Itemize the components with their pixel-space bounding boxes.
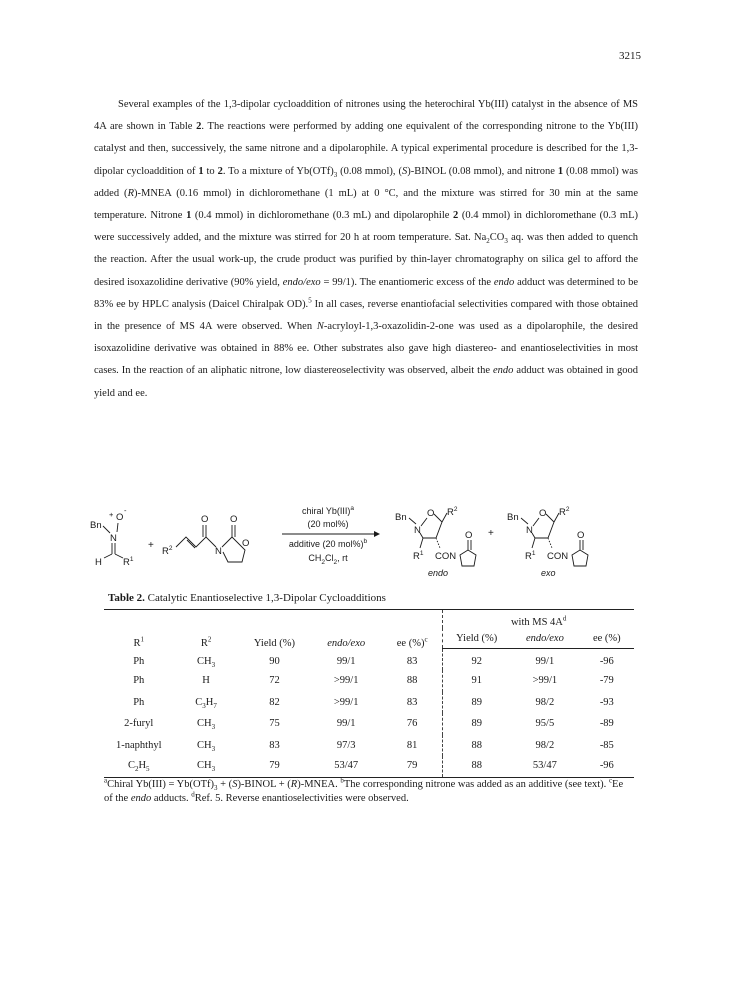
header-endo-exo-ms: endo/exo xyxy=(510,628,580,649)
table-row: 1-naphthyl $CH_3$ 83 97/3 81 88 98/2 -85 xyxy=(104,735,634,757)
svg-text:CON: CON xyxy=(435,551,457,562)
svg-text:CH2Cl2, rt: $CH_2Cl_2$, rt xyxy=(308,553,348,566)
page-number: 3215 xyxy=(619,50,641,62)
svg-text:R2: $R^2$ xyxy=(162,545,173,557)
endo-label: endo xyxy=(428,568,449,578)
table-caption xyxy=(108,592,386,604)
svg-text:chiral Yb(III)a: chiral Yb(III)$^a$ xyxy=(302,505,354,516)
table-row: Ph $C_3H_7$ 82 >99/1 83 89 98/2 -93 xyxy=(104,692,634,714)
svg-text:R1: $R^1$ xyxy=(525,550,536,562)
header-yield: Yield (%) xyxy=(253,637,296,649)
svg-text:R2: $R^2$ xyxy=(559,506,570,518)
header-endo-exo: endo/exo xyxy=(327,637,366,649)
svg-text:Bn: Bn xyxy=(395,512,407,523)
table-row: Ph $CH_3$ 90 99/1 83 92 99/1 -96 xyxy=(104,649,634,671)
table-row: 2-furyl $CH_3$ 75 99/1 76 89 95/5 -89 xyxy=(104,713,634,735)
svg-text:O: O xyxy=(539,508,547,519)
svg-text:Bn: Bn xyxy=(90,520,102,531)
svg-text:H: H xyxy=(95,557,102,568)
header-r1: $R^1$ xyxy=(133,635,144,649)
header-with-ms: with MS $4A^d$ xyxy=(443,610,634,629)
header-r2: $R^2$ xyxy=(200,635,212,649)
svg-text:O: O xyxy=(116,512,124,523)
plus-sign: + xyxy=(148,540,154,551)
plus-sign: + xyxy=(488,528,494,539)
header-yield-ms: Yield (%) xyxy=(443,628,510,649)
svg-text:O: O xyxy=(427,508,435,519)
nitrone-structure xyxy=(90,506,134,568)
table-row: Ph H 72 >99/1 88 91 >99/1 -79 xyxy=(104,670,634,692)
svg-text:-: - xyxy=(124,506,127,515)
results-table xyxy=(104,609,634,778)
header-ee: ee (%)$^c$ xyxy=(396,635,428,649)
svg-text:R1: $R^1$ xyxy=(413,550,424,562)
body-paragraph: Several examples of the 1,3-dipolar cycloaddition of nitrones using the heterochiral Yb(III) catalyst in the absence of MS 4A are shown in Table 2. The reactions were performed by adding one equivalent of the corresponding nitrone to the Yb(III) catalyst and then, successively, the same nitrone and a dipolarophile. A typical experimental procedure is described for the 1,3-dipolar cycloaddition of 1 to 2. To a mixture of $Yb(OTf)_3$ (0.08 mmol), (S)-BINOL (0.08 mmol), and nitrone 1 (0.08 mmol) was added (R)-MNEA (0.16 mmol) in dichloromethane (1 mL) at 0 °C, and the mixture was stirred for 30 min at the same temperature. Nitrone 1 (0.4 mmol) in dichloromethane (0.3 mL) and dipolarophile 2 (0.4 mmol) in dichloromethane (0.3 mL) were successively added, and the mixture was stirred for 20 h at room temperature. Sat. $Na_2CO_3$ aq. was then added to quench the reaction. After the usual work-up, the crude product was purified by thin-layer chromatography on silica gel to afford the desired isoxazolidine derivative (90% yield, endo/exo = 99/1). The enantiomeric excess of the endo adduct was determined to be 83% ee by HPLC analysis (Daicel Chiralpak OD).$^5$ In all cases, reverse enantiofacial selectivities compared with those obtained in the presence of MS 4A were observed. When N-acryloyl-1,3-oxazolidin-2-one was used as a dipolarophile, the desired isoxazolidine derivative was obtained in 88% ee. Other substrates also gave high diastereo- and enantioselectivities in most cases. In the reaction of an aliphatic nitrone, low diastereoselectivity was observed, albeit the endo adduct was obtained in good yield and ee. xyxy=(94,99,639,399)
endo-product-structure xyxy=(395,506,476,578)
svg-text:+: + xyxy=(109,510,114,519)
exo-label: exo xyxy=(541,568,556,578)
table-row: $C_2H_5$ $CH_3$ 79 53/47 79 88 53/47 -96 xyxy=(104,756,634,778)
svg-text:Bn: Bn xyxy=(507,512,519,523)
svg-text:O: O xyxy=(577,530,585,541)
table-footnote: $^a$Chiral $Yb(III) = Yb(OTf)_3$ + (S)-BINOL + (R)-MNEA. $^b$The corresponding nitrone was added as an additive (see text). $^c$Ee of the endo adducts. $^d$Ref. 5. Reverse enantioselectivities were observed. xyxy=(104,776,624,804)
reaction-arrow xyxy=(282,505,380,566)
svg-text:N: N xyxy=(215,546,222,557)
svg-text:CON: CON xyxy=(547,551,569,562)
svg-text:N: N xyxy=(110,533,117,544)
svg-text:(20 mol%): (20 mol%) xyxy=(307,519,349,529)
table-label: Table 2. xyxy=(108,592,145,604)
reaction-scheme xyxy=(90,500,650,592)
svg-text:R1: $R^1$ xyxy=(123,556,134,568)
dipolarophile-structure xyxy=(162,514,249,562)
svg-text:O: O xyxy=(201,514,209,525)
exo-product-structure xyxy=(507,506,588,578)
svg-text:N: N xyxy=(414,525,421,536)
svg-text:additive (20 mol%)b: additive (20 mol%)$^b$ xyxy=(288,538,368,549)
svg-text:N: N xyxy=(526,525,533,536)
table-title: Catalytic Enantioselective 1,3-Dipolar Cycloadditions xyxy=(147,592,386,604)
svg-text:O: O xyxy=(230,514,238,525)
svg-text:R2: $R^2$ xyxy=(447,506,458,518)
svg-text:O: O xyxy=(242,538,250,549)
svg-text:O: O xyxy=(465,530,473,541)
header-ee-ms: ee (%) xyxy=(580,628,634,649)
